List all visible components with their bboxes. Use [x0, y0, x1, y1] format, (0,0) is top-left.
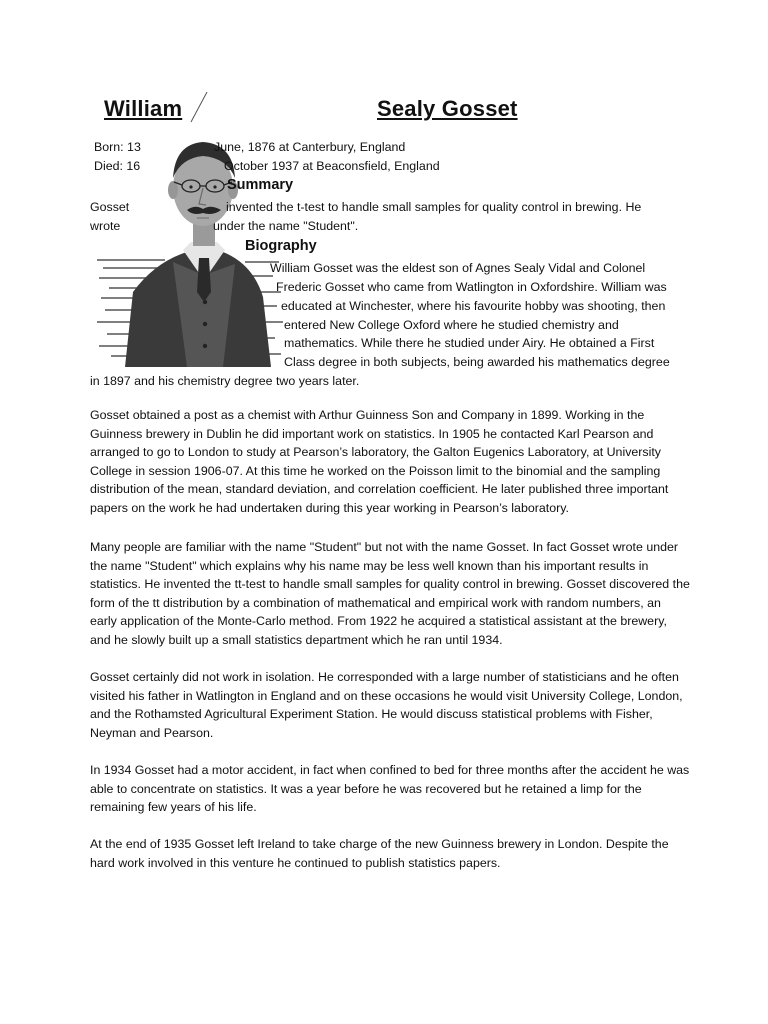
bio-paragraph: Gosset obtained a post as a chemist with Arthur Guinness Son and Company in 1899. Working in the Guinness brewery in Dublin he did important work on statistics. In 1905 he contacted Karl Pearson and arranged to go to London to study at Pearson’s laboratory, the Galton Eugenics Laboratory, at University College in session 1906-07. At this time he worked on the Poisson limit to the binomial and the sampling distribution of the mean, standard deviation, and correlation coefficient. He later published three important papers on the work he had undertaken during this year working in Pearson’s laboratory.: [90, 408, 669, 515]
bio-wrap-tail: in 1897 and his chemistry degree two years later.: [90, 374, 360, 388]
title-surname: Sealy Gosset: [377, 96, 518, 121]
title-first-name: William: [104, 96, 183, 121]
summary-line2-left: wrote: [90, 219, 121, 233]
bio-wrap-line: William Gosset was the eldest son of Agnes Sealy Vidal and Colonel: [270, 261, 646, 275]
bio-wrap-line: educated at Winchester, where his favourite hobby was shooting, then: [281, 299, 666, 313]
bio-paragraph: In 1934 Gosset had a motor accident, in fact when confined to bed for three months after the accident he was able to concentrate on statistics. It was a year before he was recovered but he retained a limp for the remaining few years of his life.: [90, 763, 690, 815]
born-label: Born: 13: [94, 140, 141, 154]
born-value: June, 1876 at Canterbury, England: [214, 140, 406, 154]
bio-paragraph: At the end of 1935 Gosset left Ireland to take charge of the new Guinness brewery in London. Despite the hard work involved in this venture he continued to publish statistics papers.: [90, 837, 669, 870]
summary-heading: Summary: [227, 177, 294, 193]
summary-line2-right: under the name "Student".: [213, 219, 359, 233]
bio-wrap-line: Class degree in both subjects, being awarded his mathematics degree: [284, 355, 670, 369]
summary-line1-left: Gosset: [90, 200, 130, 214]
died-value: October 1937 at Beaconsfield, England: [224, 159, 440, 173]
summary-line1-right: invented the t-test to handle small samples for quality control in brewing. He: [226, 200, 642, 214]
biography-heading: Biography: [245, 238, 317, 254]
bio-wrap-line: Frederic Gosset who came from Watlington in Oxfordshire. William was: [276, 280, 667, 294]
died-label: Died: 16: [94, 159, 141, 173]
bio-paragraph: Many people are familiar with the name "Student" but not with the name Gosset. In fact Gosset wrote under the name "Student" which explains why his name may be less well known than his important results in statistics. He invented the tt-test to handle small samples for quality control in brewing. Gosset discovered the form of the tt distribution by a combination of mathematical and empirical work with random numbers, an early application of the Monte-Carlo method. From 1922 he acquired a statistical assistant at the brewery, and he slowly built up a small statistics department which he ran until 1934.: [90, 540, 690, 647]
bio-paragraph: Gosset certainly did not work in isolation. He corresponded with a large number of statisticians and he often visited his father in Watlington in England and on these occasions he would visit University College, London, and the Rothamsted Agricultural Experiment Station. He would discuss statistical problems with Fisher, Neyman and Pearson.: [90, 670, 683, 740]
bio-wrap-line: entered New College Oxford where he studied chemistry and: [284, 318, 619, 332]
bio-wrap-line: mathematics. While there he studied under Airy. He obtained a First: [284, 336, 655, 350]
